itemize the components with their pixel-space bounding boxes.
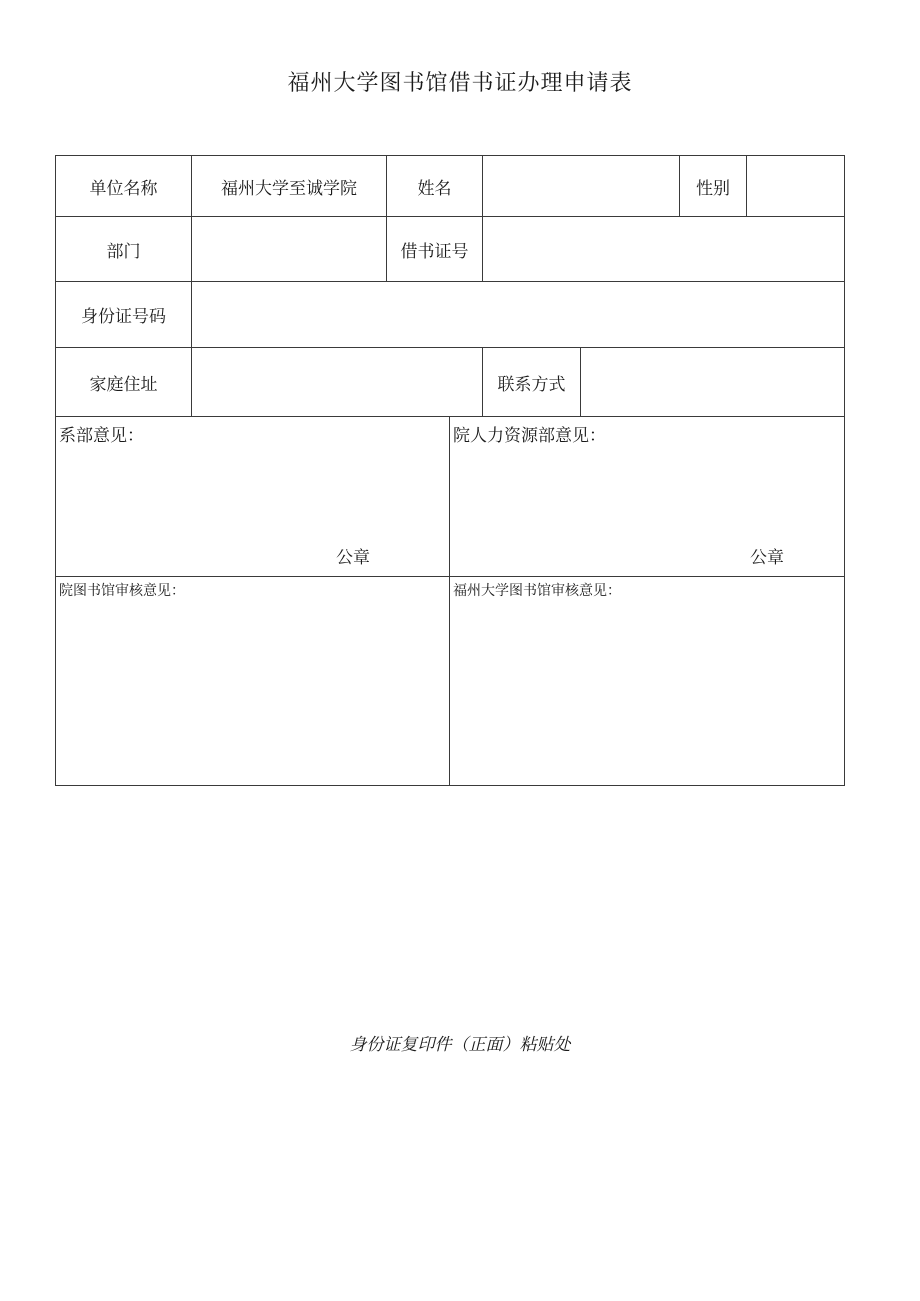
hr-seal-label: 公章 xyxy=(750,548,784,568)
dept-label: 部门 xyxy=(55,216,192,282)
dept-opinion-box[interactable] xyxy=(55,416,450,577)
card-label: 借书证号 xyxy=(386,216,483,282)
card-value[interactable] xyxy=(482,216,845,282)
dept-seal-label: 公章 xyxy=(336,548,370,568)
university-library-opinion-label: 福州大学图书馆审核意见： xyxy=(453,583,621,599)
name-value[interactable] xyxy=(482,155,680,217)
application-form xyxy=(55,155,845,786)
page-title: 福州大学图书馆借书证办理申请表 xyxy=(287,71,633,96)
university-library-opinion-box[interactable] xyxy=(449,576,845,786)
gender-label: 性别 xyxy=(679,155,747,217)
address-label: 家庭住址 xyxy=(55,347,192,417)
unit-value[interactable]: 福州大学至诚学院 xyxy=(191,155,387,217)
id-label: 身份证号码 xyxy=(55,281,192,348)
contact-label: 联系方式 xyxy=(482,347,581,417)
contact-value[interactable] xyxy=(580,347,845,417)
college-library-opinion-box[interactable] xyxy=(55,576,450,786)
hr-opinion-label: 院人力资源部意见： xyxy=(453,426,606,446)
gender-value[interactable] xyxy=(746,155,845,217)
unit-label: 单位名称 xyxy=(55,155,192,217)
name-label: 姓名 xyxy=(386,155,483,217)
college-library-opinion-label: 院图书馆审核意见： xyxy=(59,583,185,599)
id-value[interactable] xyxy=(191,281,845,348)
dept-value[interactable] xyxy=(191,216,387,282)
address-value[interactable] xyxy=(191,347,483,417)
id-copy-paste-note: 身份证复印件（正面）粘贴处 xyxy=(349,1035,571,1055)
dept-opinion-label: 系部意见： xyxy=(59,426,144,446)
hr-opinion-box[interactable] xyxy=(449,416,845,577)
